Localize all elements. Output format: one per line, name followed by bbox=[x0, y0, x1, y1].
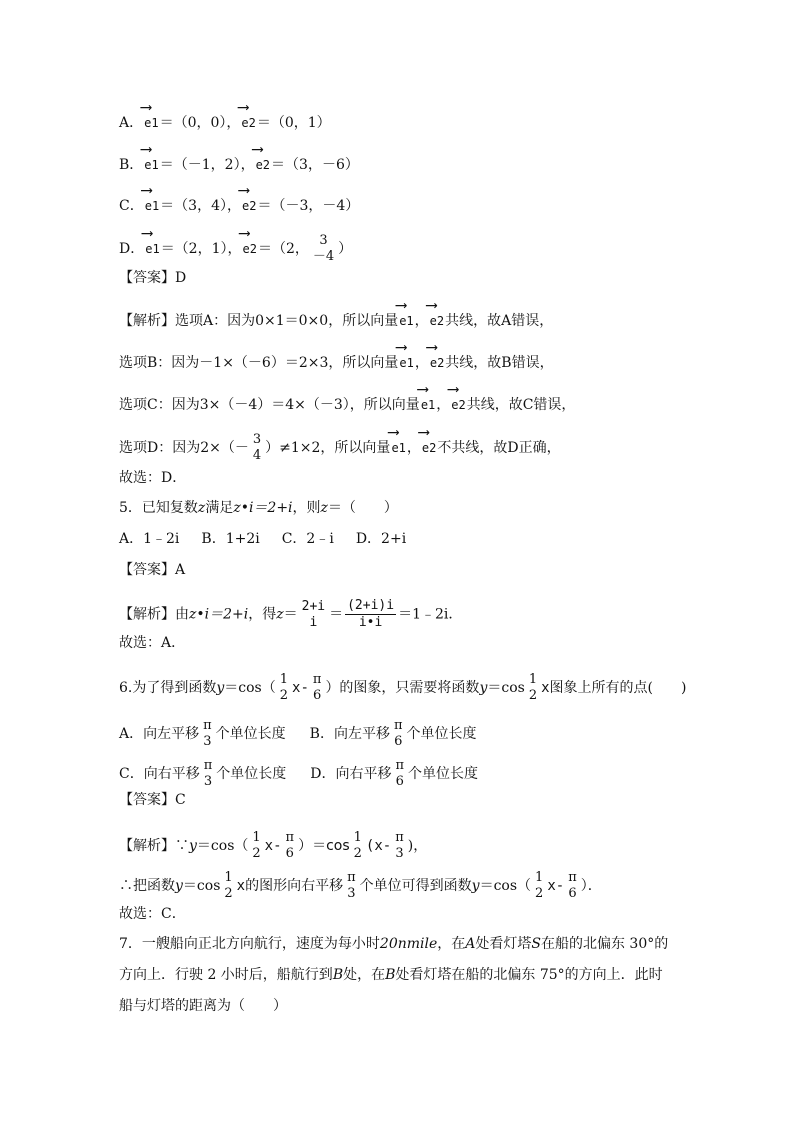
fraction-denominator: 6 bbox=[394, 734, 403, 749]
option-c-label: C． bbox=[119, 198, 144, 214]
option-a bbox=[119, 114, 331, 132]
option-a: A．向左平移 bbox=[119, 726, 200, 742]
fraction-denominator: 6 bbox=[568, 886, 577, 901]
fraction-denominator: 6 bbox=[313, 688, 322, 703]
text: z•i＝2+i bbox=[189, 606, 249, 623]
option-c bbox=[119, 197, 359, 215]
vector-e1: ⟶ e1 bbox=[398, 354, 414, 372]
vector-e1: ⟶ e1 bbox=[144, 240, 160, 258]
fraction-numerator: 1 bbox=[535, 870, 544, 885]
fraction bbox=[202, 758, 215, 790]
vector-e2: ⟶ e2 bbox=[241, 197, 257, 215]
fraction-numerator: 1 bbox=[252, 830, 261, 845]
text: 个单位可得到函数 bbox=[359, 878, 472, 894]
fraction-denominator: i bbox=[309, 614, 318, 630]
fraction bbox=[345, 870, 358, 902]
fraction-numerator: 1 bbox=[528, 672, 538, 687]
text: ，得 bbox=[248, 606, 277, 623]
fraction-numerator: π bbox=[395, 830, 404, 845]
fraction bbox=[311, 233, 336, 265]
text: 【解析】由 bbox=[119, 606, 189, 623]
text: x bbox=[236, 878, 246, 894]
fraction bbox=[222, 870, 234, 902]
q4-analysis-c bbox=[119, 396, 575, 414]
text: z bbox=[197, 500, 206, 516]
text: ＝（ ） bbox=[327, 500, 398, 516]
text: S bbox=[531, 936, 541, 952]
option-b: B．向左平移 bbox=[309, 726, 390, 742]
fraction-denominator: 6 bbox=[395, 774, 404, 789]
vector-e2: ⟶ e2 bbox=[242, 240, 258, 258]
fraction-denominator: －4 bbox=[312, 249, 335, 264]
q7-line-3: 船与灯塔的距离为（ ） bbox=[119, 998, 287, 1014]
vector-e1: ⟶ e1 bbox=[143, 114, 159, 132]
fraction bbox=[533, 870, 545, 902]
text: 满足 bbox=[205, 500, 234, 516]
text: ， bbox=[406, 440, 421, 456]
q6-options-ab bbox=[119, 718, 477, 750]
fraction-numerator: π bbox=[568, 870, 577, 885]
text: z bbox=[276, 606, 284, 623]
fraction-denominator: 2 bbox=[528, 688, 538, 703]
q4-analysis-a bbox=[119, 312, 553, 330]
fraction-numerator: π bbox=[347, 870, 356, 885]
fraction bbox=[566, 870, 579, 902]
fraction bbox=[345, 598, 396, 631]
q5-options bbox=[119, 530, 406, 548]
fraction bbox=[394, 758, 407, 790]
option-b-eq2: ＝（3，－6） bbox=[271, 157, 359, 173]
text: ＝ bbox=[283, 606, 298, 623]
vector-e2: ⟶ e2 bbox=[429, 312, 445, 330]
fraction-denominator: 2 bbox=[252, 846, 261, 861]
q5-analysis bbox=[119, 598, 462, 631]
q4-choose: 故选：D． bbox=[119, 470, 187, 486]
fraction bbox=[392, 718, 405, 750]
option-d: D．向右平移 bbox=[310, 766, 392, 782]
fraction bbox=[250, 830, 262, 862]
fraction-numerator: π bbox=[203, 718, 212, 733]
text: ）≠1×2，所以向量 bbox=[265, 440, 391, 456]
text: cos bbox=[326, 838, 350, 854]
q5-stem bbox=[119, 499, 398, 517]
option-a-label: A． bbox=[119, 115, 144, 131]
fraction-numerator: 1 bbox=[353, 830, 362, 845]
text: 处看灯塔 bbox=[475, 936, 532, 952]
text: B bbox=[385, 967, 396, 983]
text: 共线，故B错误， bbox=[445, 355, 554, 371]
text: x- bbox=[547, 878, 565, 894]
vector-e1: ⟶ e1 bbox=[420, 396, 436, 414]
fraction-denominator: 2 bbox=[224, 886, 233, 901]
fraction bbox=[352, 830, 364, 862]
q6-options-cd bbox=[119, 758, 478, 790]
q6-analysis-1 bbox=[119, 830, 427, 862]
text: x bbox=[541, 680, 550, 696]
text: 7．一艘船向正北方向航行，速度为每小时 bbox=[119, 936, 380, 952]
text: (x- bbox=[365, 838, 392, 854]
text: 20nmile bbox=[379, 936, 438, 952]
q5-choose: 故选：A． bbox=[119, 635, 186, 651]
fraction-numerator: π bbox=[393, 718, 403, 733]
fraction-denominator: 3 bbox=[347, 886, 356, 901]
q6-stem bbox=[119, 672, 686, 704]
fraction-numerator: 1 bbox=[279, 672, 289, 687]
fraction-denominator: 6 bbox=[285, 846, 294, 861]
text: ，在 bbox=[437, 936, 466, 952]
option-b-eq1: ＝（－1，2）， bbox=[159, 157, 255, 173]
fraction-numerator: 1 bbox=[224, 870, 233, 885]
text: 图象上所有的点( ) bbox=[549, 680, 687, 696]
option-c: C．向右平移 bbox=[119, 766, 200, 782]
text: 方向上．行驶 2 小时后，船航行到 bbox=[119, 967, 333, 983]
vector-e2: ⟶ e2 bbox=[421, 439, 437, 457]
text: 选项D：因为2×（－ bbox=[119, 440, 249, 456]
fraction bbox=[284, 830, 297, 862]
text: ， bbox=[414, 313, 429, 329]
fraction-numerator: π bbox=[285, 830, 295, 845]
fraction bbox=[251, 432, 263, 464]
text: A bbox=[465, 936, 476, 952]
fraction bbox=[201, 718, 214, 750]
fraction-numerator: π bbox=[312, 672, 322, 687]
fraction bbox=[527, 672, 539, 704]
text: ， bbox=[414, 355, 429, 371]
text: 5．已知复数 bbox=[119, 500, 198, 516]
text: y bbox=[175, 878, 183, 894]
q4-answer: 【答案】D bbox=[119, 270, 187, 286]
fraction-denominator: 3 bbox=[203, 734, 212, 749]
fraction-numerator: 3 bbox=[252, 432, 262, 447]
text: 共线，故C错误， bbox=[466, 397, 576, 413]
text: y bbox=[471, 878, 480, 894]
text: ， bbox=[436, 397, 451, 413]
option-c-eq2: ＝（－3，－4） bbox=[257, 198, 360, 214]
option-d bbox=[119, 233, 352, 265]
fraction bbox=[300, 599, 327, 631]
vector-e2: ⟶ e2 bbox=[429, 354, 445, 372]
text: 处，在 bbox=[343, 967, 386, 983]
fraction-denominator: 3 bbox=[203, 774, 213, 789]
text: 共线，故A错误， bbox=[445, 313, 554, 329]
q6-analysis-2 bbox=[119, 870, 602, 902]
fraction-denominator: 2 bbox=[353, 846, 362, 861]
fraction-denominator: 2 bbox=[279, 688, 289, 703]
text: 个单位长度 bbox=[215, 726, 286, 742]
vector-e2: ⟶ e2 bbox=[450, 396, 466, 414]
text: ＝cos（ bbox=[196, 838, 249, 854]
q6-choose: 故选：C． bbox=[119, 906, 186, 922]
option-c-eq1: ＝（3，4）， bbox=[160, 198, 241, 214]
text: ）＝ bbox=[298, 838, 327, 854]
text: ＝cos（ bbox=[224, 680, 276, 696]
q6-answer: 【答案】C bbox=[119, 792, 186, 808]
option-a-eq2: ＝（0，1） bbox=[256, 115, 331, 131]
fraction-numerator: 3 bbox=[319, 233, 328, 248]
text: ）的图象，只需要将函数 bbox=[325, 680, 480, 696]
text: 在船的北偏东 30°的 bbox=[540, 936, 669, 952]
option-d-eq2: ＝（2， bbox=[257, 241, 309, 257]
option-b: B．1+2i bbox=[201, 531, 260, 547]
text: ，则 bbox=[292, 500, 321, 516]
fraction-numerator: π bbox=[395, 758, 405, 773]
option-d: D．2+i bbox=[355, 531, 407, 547]
text: 选项B：因为－1×（－6）＝2×3，所以向量 bbox=[119, 355, 399, 371]
vector-e1: ⟶ e1 bbox=[390, 439, 406, 457]
text: 个单位长度 bbox=[408, 766, 479, 782]
fraction bbox=[311, 672, 324, 704]
fraction bbox=[278, 672, 290, 704]
fraction-numerator: 2+i bbox=[301, 598, 326, 614]
text: x- bbox=[264, 838, 282, 854]
text: 选项C：因为3×（－4）＝4×（－3），所以向量 bbox=[119, 397, 420, 413]
text: 6.为了得到函数 bbox=[119, 680, 217, 696]
text: 不共线，故D正确， bbox=[437, 440, 561, 456]
text: ＝1﹣2i． bbox=[398, 606, 463, 623]
text: 【解析】∵ bbox=[119, 838, 189, 854]
vector-e1: ⟶ e1 bbox=[143, 156, 159, 174]
text: ＝cos（ bbox=[479, 878, 532, 894]
option-a-eq1: ＝（0，0）， bbox=[159, 115, 241, 131]
q7-line-1 bbox=[119, 935, 668, 953]
fraction-denominator: 2 bbox=[535, 886, 544, 901]
vector-e2: ⟶ e2 bbox=[255, 156, 271, 174]
option-b bbox=[119, 156, 359, 174]
q4-analysis-b bbox=[119, 354, 554, 372]
q7-line-2 bbox=[119, 966, 663, 984]
text: 个单位长度 bbox=[406, 726, 477, 742]
text: x- bbox=[292, 680, 309, 696]
fraction-numerator: (2+i)i bbox=[347, 598, 395, 613]
text: 处看灯塔在船的北偏东 75°的方向上．此时 bbox=[395, 967, 663, 983]
option-d-label: D． bbox=[119, 241, 145, 257]
vector-e1: ⟶ e1 bbox=[398, 312, 414, 330]
vector-e2: ⟶ e2 bbox=[240, 114, 256, 132]
option-d-eq1: ＝（2，1）， bbox=[160, 241, 242, 257]
text: z•i＝2+i bbox=[233, 500, 293, 516]
option-a: A．1﹣2i bbox=[119, 531, 180, 547]
text: y bbox=[189, 838, 197, 854]
q5-answer: 【答案】A bbox=[119, 562, 186, 578]
text: B bbox=[332, 967, 344, 983]
text: ＝cos bbox=[487, 680, 525, 696]
option-b-label: B． bbox=[119, 157, 144, 173]
text: 个单位长度 bbox=[216, 766, 287, 782]
text: 【解析】选项A：因为0×1＝0×0，所以向量 bbox=[119, 313, 399, 329]
text: y bbox=[216, 680, 225, 696]
text: )， bbox=[407, 838, 428, 854]
option-d-close: ） bbox=[338, 241, 353, 257]
text: ＝cos bbox=[182, 878, 221, 894]
fraction-denominator: 4 bbox=[252, 448, 262, 463]
option-c: C．2﹣i bbox=[281, 531, 334, 547]
fraction-denominator: i•i bbox=[358, 615, 383, 630]
text: ）． bbox=[580, 878, 602, 894]
q4-analysis-d bbox=[119, 432, 561, 464]
fraction-numerator: π bbox=[203, 758, 213, 773]
text: ∴把函数 bbox=[119, 878, 175, 894]
text: 的图形向右平移 bbox=[245, 878, 344, 894]
vector-e1: ⟶ e1 bbox=[144, 197, 160, 215]
text: y bbox=[479, 680, 488, 696]
fraction bbox=[393, 830, 406, 862]
text: ＝ bbox=[329, 606, 344, 623]
fraction-denominator: 3 bbox=[395, 846, 404, 861]
text: z bbox=[320, 500, 328, 516]
